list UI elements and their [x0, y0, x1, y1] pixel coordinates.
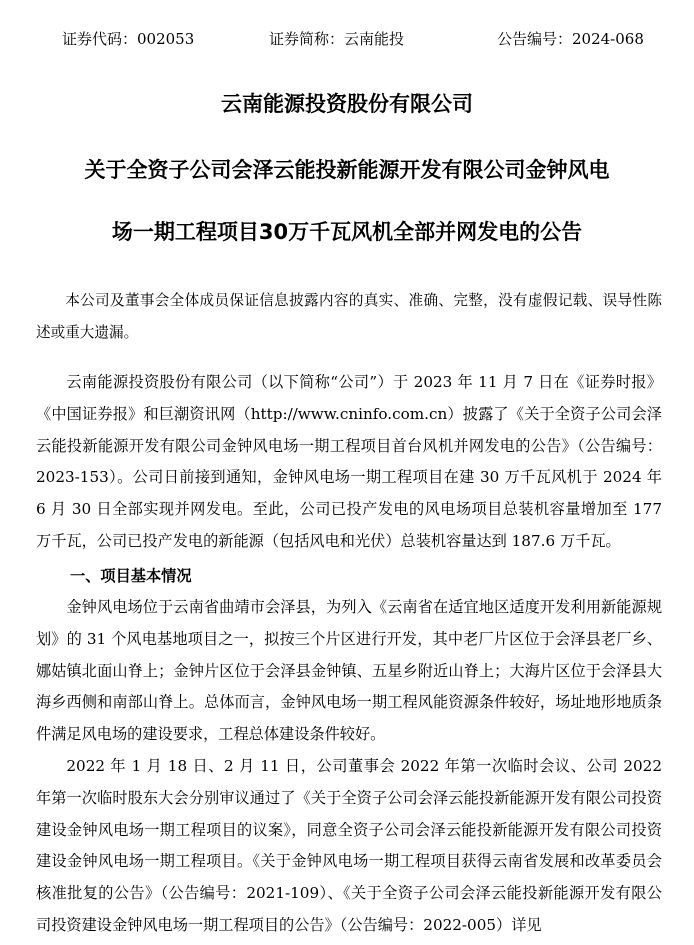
- section-heading-project-info: 一、项目基本情况: [70, 567, 192, 585]
- approval-paragraph: 2022 年 1 月 18 日、2 月 11 日，公司董事会 2022 年第一次临时会议、公司 2022 年第一次临时股东大会分别审议通过了《关于全资子公司会泽云能投新能源开发有限公司投资建设金钟风电场一期工程项目的议案》，同意全资子公司会泽云能投新能源开发有限公司投资建设金钟风电场一期工程项目。《关于金钟风电场一期工程项目获得云南省发展和改革委员会核准批复的公告》（公告编号：2021-109）、《关于全资子公司会泽云能投新能源开发有限公司投资建设金钟风电场一期工程项目的公告》（公告编号：2022-005）详见: [36, 757, 662, 934]
- announcement-number: 公告编号：2024-068: [497, 30, 644, 48]
- announcement-title-line1: 关于全资子公司会泽云能投新能源开发有限公司金钟风电: [84, 158, 610, 182]
- company-name-title: 云南能源投资股份有限公司: [221, 92, 473, 116]
- document-header: [0, 27, 694, 51]
- intro-paragraph: 云南能源投资股份有限公司（以下简称“公司”）于 2023 年 11 月 7 日在《证券时报》《中国证券报》和巨潮资讯网（http://www.cninfo.com.cn）披露了《关于全资子公司会泽云能投新能源开发有限公司金钟风电场一期工程项目首台风机并网发电的公告》（公告编号：2023-153）。公司日前接到通知，金钟风电场一期工程项目在建 30 万千瓦风机于 2024 年 6 月 30 日全部实现并网发电。至此，公司已投产发电的风电场项目总装机容量增加至 177 万千瓦，公司已投产发电的新能源（包括风电和光伏）总装机容量达到 187.6 万千瓦。: [36, 373, 662, 550]
- stock-abbreviation: 证券简称：云南能投: [269, 30, 405, 48]
- location-paragraph: 金钟风电场位于云南省曲靖市会泽县，为列入《云南省在适宜地区适度开发利用新能源规划》的 31 个风电基地项目之一，拟按三个片区进行开发，其中老厂片区位于会泽县老厂乡、娜姑镇北面山脊上；金钟片区位于会泽县金钟镇、五星乡附近山脊上；大海片区位于会泽县大海乡西侧和南部山脊上。总体而言，金钟风电场一期工程风能资源条件较好，场址地形地质条件满足风电场的建设要求，工程总体建设条件较好。: [36, 598, 662, 744]
- announcement-title-line2: 场一期工程项目30万千瓦风机全部并网发电的公告: [111, 220, 583, 244]
- board-statement: 本公司及董事会全体成员保证信息披露内容的真实、准确、完整，没有虚假记载、误导性陈述或重大遗漏。: [36, 292, 662, 341]
- stock-code: 证券代码：002053: [62, 30, 195, 48]
